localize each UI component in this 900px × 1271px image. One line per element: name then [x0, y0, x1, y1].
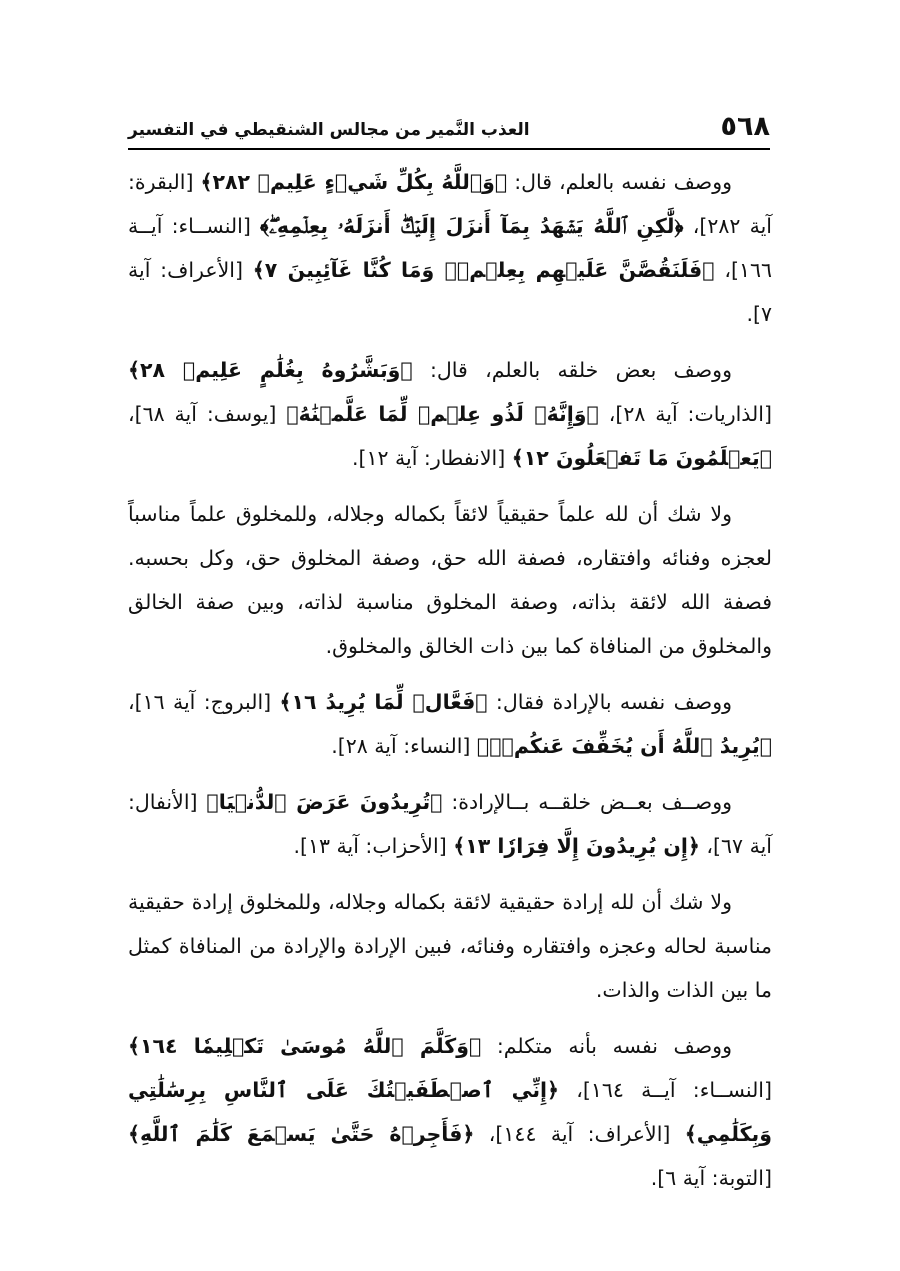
verse-reference: [يوسف: آية ٦٨]، [128, 402, 287, 426]
quran-verse: ﴿وَٱللَّهُ بِكُلِّ شَيۡءٍ عَلِيمٞ ٢٨٢﴾ [200, 170, 508, 194]
page-number: ٥٦٨ [720, 111, 770, 142]
verse-reference: [الانفطار: آية ١٢]. [351, 446, 512, 470]
verse-reference: [الأنفال: آية ٦٧]، [128, 790, 772, 858]
quran-verse: ﴿وَكَلَّمَ ٱللَّهُ مُوسَىٰ تَكۡلِيمٗا ١٦٤﴾ [128, 1034, 482, 1058]
verse-reference: [التوبة: آية ٦]. [650, 1166, 772, 1190]
running-title: العذب النَّمير من مجالس الشنقيطي في التفسير [128, 120, 530, 140]
paragraph [128, 880, 772, 1012]
verse-reference: [البقرة: آية ٢٨٢]، [128, 170, 772, 238]
quran-verse: ﴿يُرِيدُ ٱللَّهُ أَن يُخَفِّفَ عَنكُمۡۚ﴾ [476, 734, 772, 758]
quran-verse: ﴿فَعَّالٞ لِّمَا يُرِيدُ ١٦﴾ [279, 690, 488, 714]
verse-reference: [النساء: آية ٢٨]. [331, 734, 477, 758]
paragraph [128, 492, 772, 668]
paragraph [128, 680, 772, 768]
verse-reference: [الأحزاب: آية ١٣]. [293, 834, 454, 858]
paragraph [128, 348, 772, 480]
quran-verse: ﴿تُرِيدُونَ عَرَضَ ٱلدُّنۡيَا﴾ [206, 790, 443, 814]
verse-reference: [الأعراف: آية ١٤٤]، [474, 1122, 685, 1146]
verse-reference: [الذاريات: آية ٢٨]، [598, 402, 772, 426]
verse-reference: [البروج: آية ١٦]، [128, 690, 280, 714]
verse-reference: [الأعراف: آية ٧]. [128, 258, 772, 326]
paragraph [128, 160, 772, 336]
paragraph [128, 780, 772, 868]
verse-reference: [النســاء: آيــة ١٦٦]، [128, 214, 772, 282]
quran-verse: ﴿فَأَجِرۡهُ حَتَّىٰ يَسۡمَعَ كَلَٰمَ ٱللَّهِ﴾ [128, 1122, 475, 1146]
paragraph [128, 1024, 772, 1200]
quran-verse: ﴿وَبَشَّرُوهُ بِغُلَٰمٍ عَلِيمٖ ٢٨﴾ [128, 358, 413, 382]
body-text: ولا شك أن لله إرادة حقيقية لائقة بكماله وجلاله، وللمخلوق إرادة حقيقية مناسبة لحاله وعجزه وافتقاره وفنائه، فبين الإرادة والإرادة من المنافاة كمثل ما بين الذات والذات. [128, 890, 772, 1002]
body-text: ووصف نفسه بالعلم، قال: [507, 170, 733, 194]
body-text: ووصــف بعــض خلقــه بــالإرادة: [442, 790, 732, 814]
body-text: ولا شك أن لله علماً حقيقياً لائقاً بكماله وجلاله، وللمخلوق علماً مناسباً لعجزه وفنائه وافتقاره، فصفة الله حق، وصفة المخلوق حق، وكل بحسبه. فصفة الله لائقة بذاته، وصفة المخلوق مناسبة لذاته، وبين صفة الخالق والمخلوق من المنافاة كما بين ذات الخالق والمخلوق. [128, 502, 772, 658]
quran-verse: ﴿فَلَنَقُصَّنَّ عَلَيۡهِم بِعِلۡمٖۖ وَمَا كُنَّا غَآئِبِينَ ٧﴾ [252, 258, 715, 282]
page-body [128, 160, 772, 1212]
quran-verse: ﴿يَعۡلَمُونَ مَا تَفۡعَلُونَ ١٢﴾ [511, 446, 772, 470]
page-header [128, 106, 770, 150]
verse-reference: [النســاء: آيــة ١٦٤]، [559, 1078, 773, 1102]
body-text: ووصف نفسه بالإرادة فقال: [487, 690, 732, 714]
quran-verse: ﴿إِنِّي ٱصۡطَفَيۡتُكَ عَلَى ٱلنَّاسِ بِرِسَٰلَٰتِي وَبِكَلَٰمِي﴾ [128, 1078, 772, 1146]
body-text: ووصف نفسه بأنه متكلم: [481, 1034, 732, 1058]
quran-verse: ﴿وَإِنَّهُۥ لَذُو عِلۡمٖ لِّمَا عَلَّمۡنَٰهُ﴾ [286, 402, 599, 426]
body-text: ووصف بعض خلقه بالعلم، قال: [412, 358, 732, 382]
quran-verse: ﴿إِن يُرِيدُونَ إِلَّا فِرَارٗا ١٣﴾ [453, 834, 700, 858]
quran-verse: ﴿لَّٰكِنِ ٱللَّهُ يَشۡهَدُ بِمَآ أَنزَلَ إِلَيۡكَۖ أَنزَلَهُۥ بِعِلۡمِهِۦۖ﴾ [260, 214, 684, 238]
